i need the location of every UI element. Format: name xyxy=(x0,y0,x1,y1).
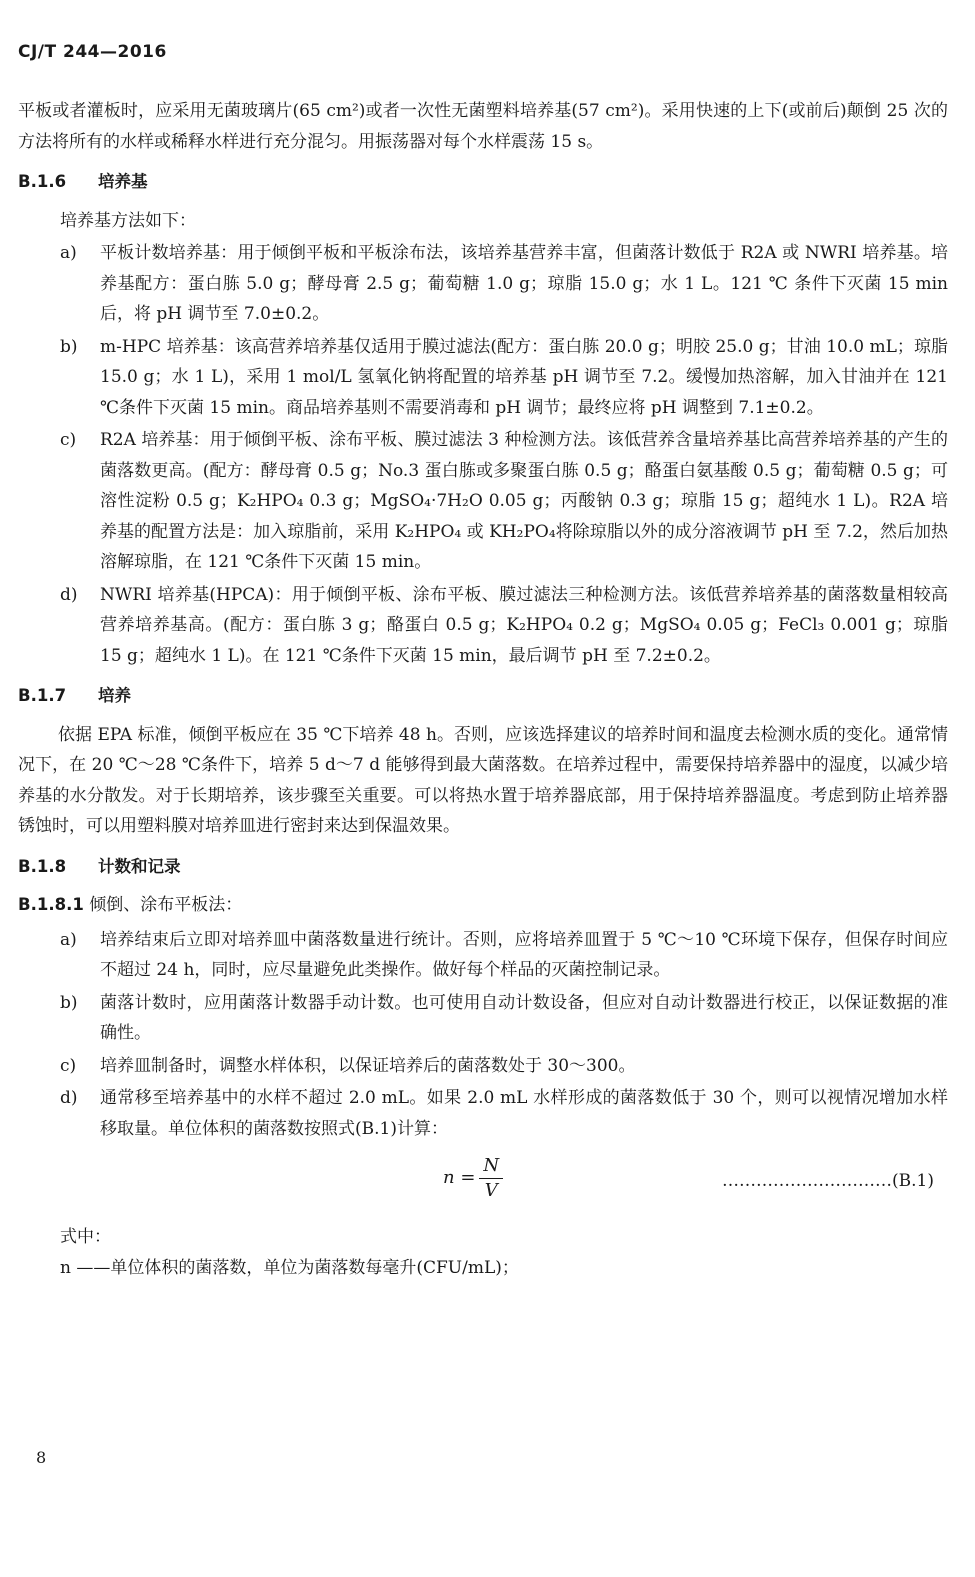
list-text: R2A 培养基：用于倾倒平板、涂布平板、膜过滤法 3 种检测方法。该低营养含量培养基比高营养培养基的产生的菌落数更高。(配方：酵母膏 0.5 g；No.3 蛋白胨或多聚蛋白胨 0.5 g；酪蛋白氨基酸 0.5 g；葡萄糖 0.5 g；可溶性淀粉 0.5 g；K₂HPO₄ 0.3 g；MgSO₄·7H₂O 0.05 g；丙酸钠 0.3 g；琼脂 15 g；超纯水 1 L)。R2A 培养基的配置方法是：加入琼脂前，采用 K₂HPO₄ 或 KH₂PO₄将除琼脂以外的成分溶液调节 pH 至 7.2，然后加热溶解琼脂，在 121 ℃条件下灭菌 15 min。 xyxy=(100,430,948,572)
list-item xyxy=(18,580,948,672)
variable-definition: n ——单位体积的菌落数，单位为菌落数每毫升(CFU/mL)； xyxy=(60,1257,519,1278)
formula-lhs: n = xyxy=(443,1167,476,1189)
where-label: 式中： xyxy=(60,1227,111,1247)
section-number: B.1.7 xyxy=(18,686,67,705)
section-title: 培养基 xyxy=(98,172,148,191)
standard-code: CJ/T 244—2016 xyxy=(18,42,167,62)
list-item xyxy=(18,1083,948,1144)
list-marker: d) xyxy=(60,584,78,605)
list-marker: a) xyxy=(60,243,77,263)
section-title: 计数和记录 xyxy=(98,856,181,876)
section-heading-b16 xyxy=(18,167,948,198)
list-item xyxy=(18,425,948,578)
formula-fraction xyxy=(479,1154,503,1203)
list-marker: a) xyxy=(60,929,77,950)
list-text: 培养结束后立即对培养皿中菌落数量进行统计。否则，应将培养皿置于 5 ℃～10 ℃环境下保存，但保存时间应不超过 24 h，同时，应尽量避免此类操作。做好每个样品的灭菌控制记录。 xyxy=(100,929,948,980)
section-paragraph: 依据 EPA 标准，倾倒平板应在 35 ℃下培养 48 h。否则，应该选择建议的培养时间和温度去检测水质的变化。通常情况下，在 20 ℃～28 ℃条件下，培养 5 d～7 d 能够得到最大菌落数。在培养过程中，需要保持培养器中的湿度，以减少培养基的水分散发。对于长期培养，该步骤至关重要。可以将热水置于培养器底部，用于保持培养器温度。考虑到防止培养器锈蚀时，可以用塑料膜对培养皿进行密封来达到保温效果。 xyxy=(18,724,948,836)
list-marker: b) xyxy=(60,992,78,1013)
subsection-title: 倾倒、涂布平板法： xyxy=(89,895,243,915)
list-marker: c) xyxy=(60,1055,77,1076)
equation-number: …………………………(B.1) xyxy=(722,1171,934,1191)
list-marker: c) xyxy=(60,430,77,450)
list-text: 通常移至培养基中的水样不超过 2.0 mL。如果 2.0 mL 水样形成的菌落数低于 30 个，则可以视情况增加水样移取量。单位体积的菌落数按照式(B.1)计算： xyxy=(100,1088,948,1139)
section-heading-b18 xyxy=(18,852,948,883)
list-item xyxy=(18,1051,948,1082)
subsection-heading xyxy=(18,890,948,921)
formula xyxy=(443,1154,503,1203)
list-item xyxy=(18,238,948,330)
list-item xyxy=(18,988,948,1049)
section-title: 培养 xyxy=(98,686,131,705)
formula-denominator: V xyxy=(484,1180,498,1201)
list-item xyxy=(18,925,948,986)
list-text: 平板计数培养基：用于倾倒平板和平板涂布法，该培养基营养丰富，但菌落计数低于 R2A 或 NWRI 培养基。培养基配方：蛋白胨 5.0 g；酵母膏 2.5 g；葡萄糖 1.0 g；琼脂 15.0 g；水 1 L。121 ℃ 条件下灭菌 15 min 后，将 pH 调节至 7.0±0.2。 xyxy=(100,243,948,324)
list-text: 菌落计数时，应用菌落计数器手动计数。也可使用自动计数设备，但应对自动计数器进行校正，以保证数据的准确性。 xyxy=(100,992,948,1043)
list-text: 培养皿制备时，调整水样体积，以保证培养后的菌落数处于 30～300。 xyxy=(100,1055,636,1076)
formula-numerator: N xyxy=(479,1154,503,1179)
section-number: B.1.8 xyxy=(18,856,67,876)
list-item xyxy=(18,332,948,424)
formula-block xyxy=(18,1150,948,1214)
section-intro: 培养基方法如下： xyxy=(60,210,196,231)
section-heading-b17 xyxy=(18,681,948,712)
subsection-number: B.1.8.1 xyxy=(18,895,84,914)
opening-paragraph: 平板或者灌板时，应采用无菌玻璃片(65 cm²)或者一次性无菌塑料培养基(57 cm²)。采用快速的上下(或前后)颠倒 25 次的方法将所有的水样或稀释水样进行充分混匀。用振荡器对每个水样震荡 15 s。 xyxy=(18,101,948,152)
document-body xyxy=(18,96,948,1283)
list-marker: d) xyxy=(60,1088,78,1108)
list-text: NWRI 培养基(HPCA)：用于倾倒平板、涂布平板、膜过滤法三种检测方法。该低营养培养基的菌落数量相较高营养培养基高。(配方：蛋白胨 3 g；酪蛋白 0.5 g；K₂HPO₄ 0.2 g；MgSO₄ 0.05 g；FeCl₃ 0.001 g；琼脂 15 g；超纯水 1 L)。在 121 ℃条件下灭菌 15 min，最后调节 pH 至 7.2±0.2。 xyxy=(100,584,948,666)
list-marker: b) xyxy=(60,336,78,357)
page-number: 8 xyxy=(36,1448,47,1467)
list-text: m-HPC 培养基：该高营养培养基仅适用于膜过滤法(配方：蛋白胨 20.0 g；明胶 25.0 g；甘油 10.0 mL；琼脂 15.0 g；水 1 L)，采用 1 mol/L 氢氧化钠将配置的培养基 pH 调节至 7.2。缓慢加热溶解，加入甘油并在 121 ℃条件下灭菌 15 min。商品培养基则不需要消毒和 pH 调节；最终应将 pH 调整到 7.1±0.2。 xyxy=(100,336,948,418)
section-number: B.1.6 xyxy=(18,172,67,191)
